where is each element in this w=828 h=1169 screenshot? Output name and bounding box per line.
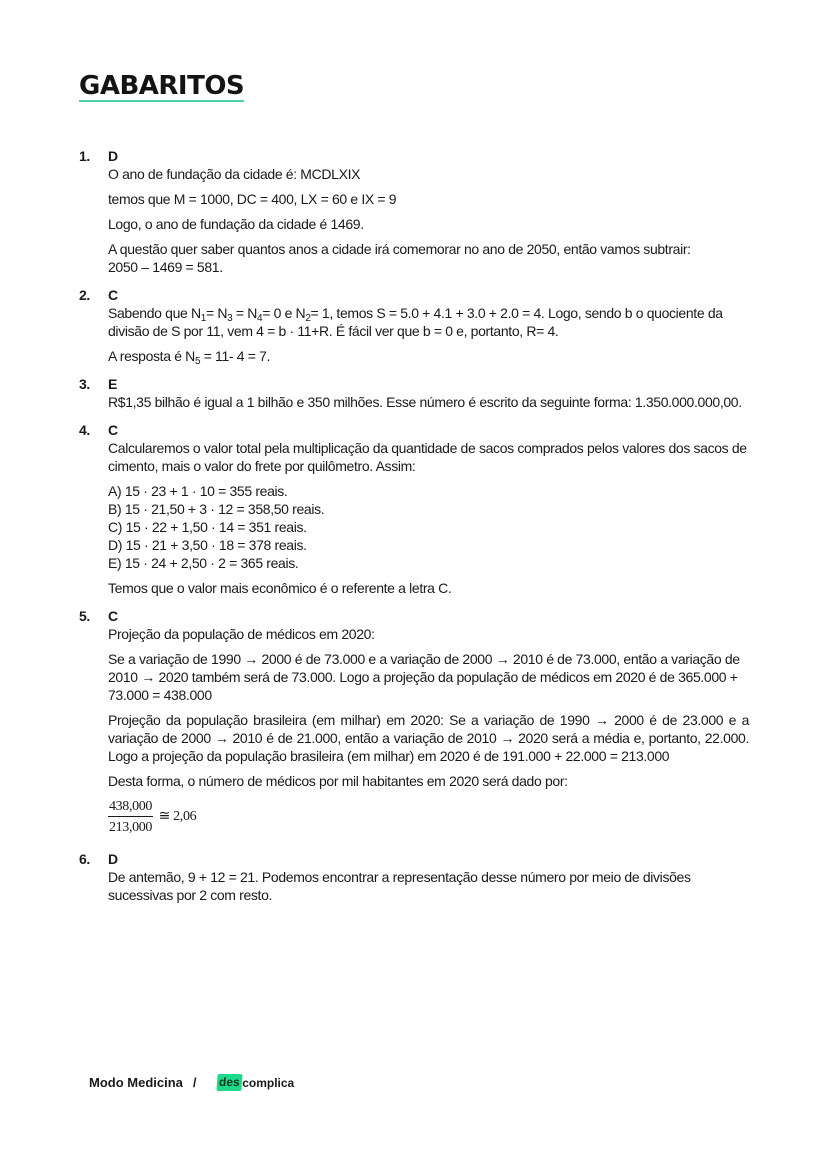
answer-number: 2. bbox=[79, 287, 90, 303]
answer-item-4 bbox=[79, 421, 749, 597]
option-line: E) 15 · 24 + 2,50 · 2 = 365 reais. bbox=[108, 555, 299, 571]
option-line: A) 15 · 23 + 1 · 10 = 355 reais. bbox=[108, 483, 288, 499]
explanation-text: O ano de fundação da cidade é: MCDLXIX bbox=[108, 166, 361, 182]
footer-separator: / bbox=[192, 1075, 197, 1090]
footer-brand-text: Modo Medicina bbox=[89, 1075, 183, 1090]
answer-number: 3. bbox=[79, 376, 90, 392]
explanation-text: Projeção da população brasileira (em milhar) em 2020: Se a variação de 1990 → 2000 é de 23.000 e a variação de 2000 → 2010 é de 21.000, então a variação de 2010 → 2020 será a média e, portanto, 22.000. Logo a projeção da população brasileira (em milhar) em 2020 é de 191.000 + 22.000 = 213.000 bbox=[108, 712, 749, 764]
answer-key-list bbox=[79, 147, 749, 914]
explanation-text: R$1,35 bilhão é igual a 1 bilhão e 350 milhões. Esse número é escrito da seguinte forma: 1.350.000.000,00. bbox=[108, 394, 742, 410]
answer-letter: C bbox=[108, 422, 118, 438]
logo-highlight: des bbox=[216, 1074, 242, 1091]
explanation-text: A resposta é $N_5 = 11-$ 4 = 7. bbox=[108, 348, 271, 367]
descomplica-logo bbox=[217, 1074, 295, 1091]
answer-item-6 bbox=[79, 850, 749, 904]
explanation-text: Sabendo que $N_1= N_3 = N_4= 0$ e $N_2= 1$, temos S = 5.0 + 4.1 + 3.0 + 2.0 = 4. Logo, sendo b o quociente da divisão de S por 11, vem 4 = b · 11+R. É fácil ver que b = 0 e, portanto, R= 4. bbox=[108, 305, 723, 339]
option-line: C) 15 · 22 + 1,50 · 14 = 351 reais. bbox=[108, 519, 307, 535]
explanation-text: A questão quer saber quantos anos a cidade irá comemorar no ano de 2050, então vamos subtrair: bbox=[108, 241, 691, 257]
answer-letter: D bbox=[108, 851, 118, 867]
page-title: GABARITOS bbox=[79, 71, 245, 101]
answer-number: 5. bbox=[79, 608, 90, 624]
answer-letter: C bbox=[108, 287, 118, 303]
page-footer bbox=[89, 1074, 294, 1091]
explanation-text: Desta forma, o número de médicos por mil habitantes em 2020 será dado por: bbox=[108, 773, 568, 789]
answer-item-5 bbox=[79, 607, 749, 836]
logo-text: complica bbox=[242, 1075, 295, 1090]
answer-letter: E bbox=[108, 376, 117, 392]
explanation-text: Calcularemos o valor total pela multiplicação da quantidade de sacos comprados pelos valores dos sacos de cimento, mais o valor do frete por quilômetro. Assim: bbox=[108, 440, 747, 474]
answer-letter: D bbox=[108, 148, 118, 164]
explanation-text: Projeção da população de médicos em 2020: bbox=[108, 626, 375, 642]
option-line: D) 15 · 21 + 3,50 · 18 = 378 reais. bbox=[108, 537, 307, 553]
answer-number: 6. bbox=[79, 851, 90, 867]
answer-number: 4. bbox=[79, 422, 90, 438]
fraction-formula bbox=[108, 798, 749, 836]
answer-item-2 bbox=[79, 286, 749, 365]
options-list bbox=[108, 482, 749, 572]
explanation-text: De antemão, 9 + 12 = 21. Podemos encontrar a representação desse número por meio de divisões sucessivas por 2 com resto. bbox=[108, 869, 691, 903]
explanation-text: 2050 – 1469 = 581. bbox=[108, 259, 223, 275]
explanation-text: Se a variação de 1990 → 2000 é de 73.000 e a variação de 2000 → 2010 é de 73.000, então a variação de 2010 → 2020 também será de 73.000. Logo a projeção da população de médicos em 2020 é de 365.000 + 73.000 = 438.000 bbox=[108, 651, 740, 703]
answer-item-1 bbox=[79, 147, 749, 276]
answer-item-3 bbox=[79, 375, 749, 411]
fraction-result: ≅ 2,06 bbox=[158, 809, 197, 824]
answer-letter: C bbox=[108, 608, 118, 624]
fraction bbox=[108, 798, 153, 836]
answer-number: 1. bbox=[79, 148, 90, 164]
explanation-text: Temos que o valor mais econômico é o referente a letra C. bbox=[108, 580, 452, 596]
fraction-denominator: 213,000 bbox=[109, 820, 153, 835]
explanation-text: temos que M = 1000, DC = 400, LX = 60 e IX = 9 bbox=[108, 191, 397, 207]
fraction-numerator: 438,000 bbox=[108, 798, 153, 817]
explanation-text: Logo, o ano de fundação da cidade é 1469. bbox=[108, 216, 364, 232]
option-line: B) 15 · 21,50 + 3 · 12 = 358,50 reais. bbox=[108, 501, 325, 517]
